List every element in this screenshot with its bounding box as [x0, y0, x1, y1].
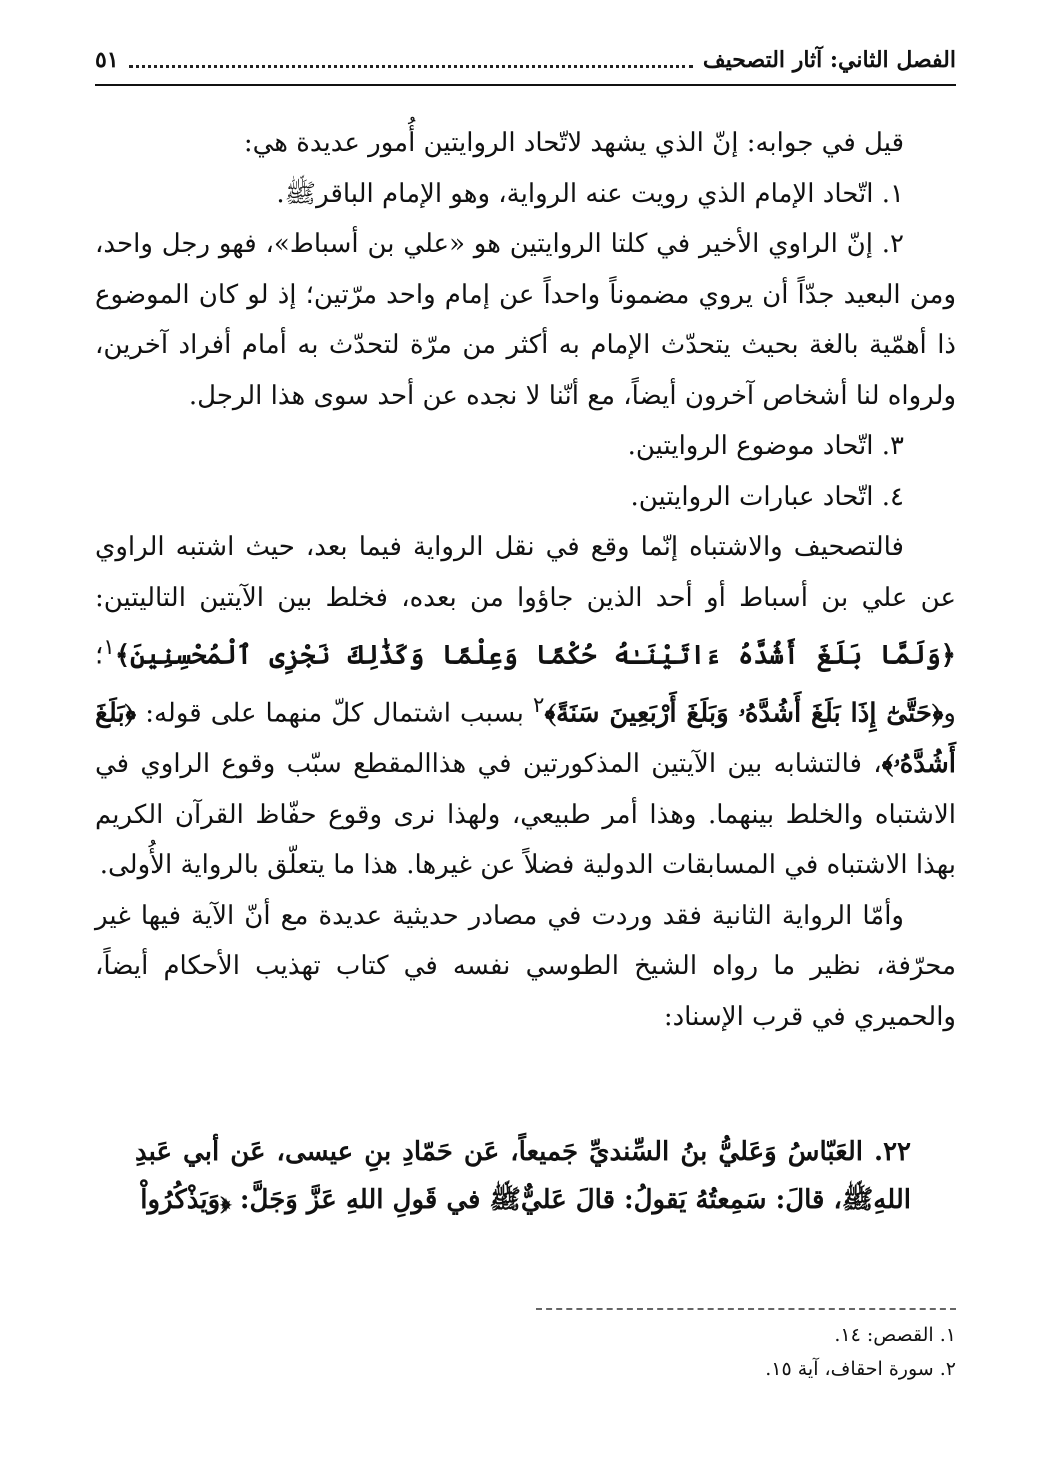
- quran-verse: ﴿بَلَغَ أَشُدَّهُۥ﴾: [95, 698, 956, 780]
- list-item: ٤. اتّحاد عبارات الروايتين.: [630, 481, 904, 512]
- text-run: بسبب اشتمال كلّ منهما على قوله:: [136, 698, 533, 729]
- text-run: فالتصحيف والاشتباه إنّما وقع في نقل الرواية فيما بعد، حيث اشتبه الراوي عن علي بن أسباط أو أحد الذين جاؤوا من بعده، فخلط بين الآيتين التاليتين:: [95, 532, 956, 613]
- footnotes: [765, 1318, 956, 1386]
- footnote-ref: ١: [103, 635, 115, 660]
- quran-verse: ﴿حَتَّىٰٓ إِذَا بَلَغَ أَشُدَّهُۥ وَبَلَغَ أَرْبَعِينَ سَنَةً﴾: [544, 698, 944, 729]
- list-item: ٣. اتّحاد موضوع الروايتين.: [627, 431, 904, 461]
- header-rule: [95, 84, 956, 86]
- hadith-text: ٢٢. العَبّاسُ وَعَليُّ بنُ السِّنديِّ جَميعاً، عَن حَمّادِ بنِ عيسى، عَن أبي عَبدِ اللهِﷺ، قالَ: سَمِعتُهُ يَقولُ: قالَ عَليٌّﷺ في قَولِ اللهِ عَزَّ وَجَلَّ: ﴿وَيَذْكُرُواْ: [135, 1137, 911, 1215]
- page-number: ٥١: [95, 47, 119, 73]
- text-run: ، فالتشابه بين الآيتين المذكورتين في هذاالمقطع سبّب وقوع الراوي في الاشتباه والخلط بينهما. وهذا أمر طبيعي، ولهذا نرى وقوع حفّاظ القرآن الكريم بهذا الاشتباه في المسابقات الدولية فضلاً عن غيرها. هذا ما يتعلّق بالرواية الأُولى.: [95, 749, 956, 881]
- quran-verse: ﴿وَلَمَّا بَلَغَ أَشُدَّهُ ءَاتَيْنَـٰهُ حُكْمًا وَعِلْمًا وَكَذَٰلِكَ نَجْزِى ٱلْمُحْسِنِينَ﴾: [114, 640, 956, 671]
- header-leader-dots: [129, 53, 693, 68]
- footnote: ٢. سورة احقاف، آية ١٥.: [765, 1358, 956, 1380]
- list-item: ١. اتّحاد الإمام الذي رويت عنه الرواية، وهو الإمام الباقرﷺ.: [276, 178, 904, 209]
- footnote-rule: [536, 1308, 956, 1310]
- paragraph: وأمّا الرواية الثانية فقد وردت في مصادر حديثية عديدة مع أنّ الآية فيها غير محرّفة، نظير ما رواه الشيخ الطوسي نفسه في كتاب تهذيب الأحكام أيضاً، والحميري في قرب الإسناد:: [95, 900, 956, 1032]
- paragraph-verses: [95, 522, 956, 891]
- text-run: ؛ و: [95, 640, 956, 729]
- list-item: ٢. إنّ الراوي الأخير في كلتا الروايتين هو «علي بن أسباط»، فهو رجل واحد، ومن البعيد جدّاً أن يروي مضموناً واحداً عن إمام واحد مرّتين؛ إذ لو كان الموضوع ذا أهمّية بالغة بحيث يتحدّث الإمام به أكثر من مرّة لتحدّث به أمام أفراد آخرين، ولرواه لنا أشخاص آخرون أيضاً، مع أنّنا لا نجده عن أحد سوى هذا الرجل.: [95, 229, 956, 411]
- paragraph: قيل في جوابه: إنّ الذي يشهد لاتّحاد الروايتين أُمور عديدة هي:: [243, 128, 904, 158]
- footnote: ١. القصص: ١٤.: [834, 1324, 956, 1346]
- chapter-title: الفصل الثاني: آثار التصحيف: [702, 47, 956, 73]
- footnote-ref: ٢: [532, 693, 545, 719]
- running-header: [95, 40, 956, 80]
- main-text: [95, 118, 956, 1042]
